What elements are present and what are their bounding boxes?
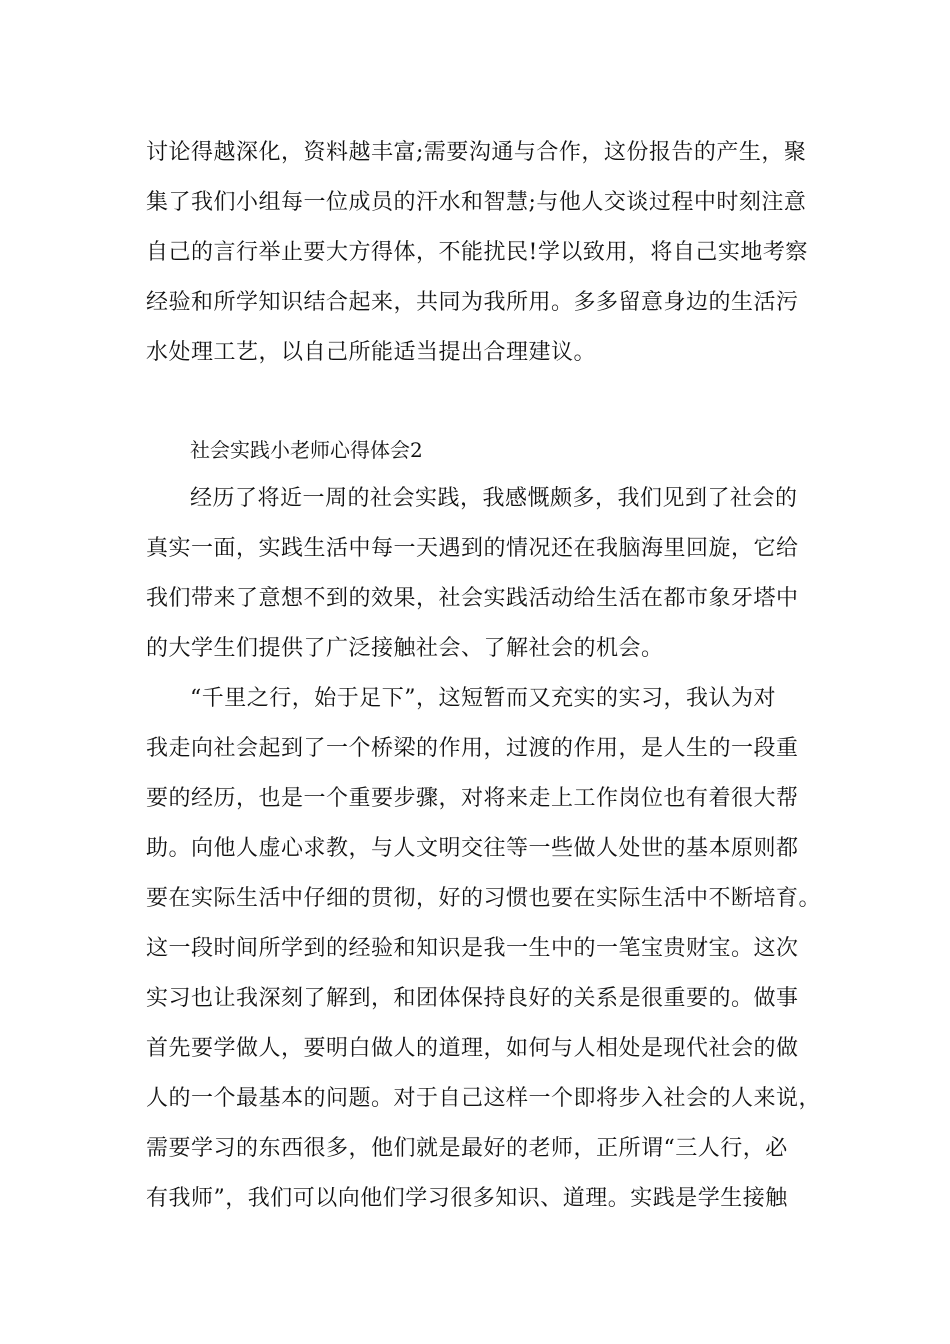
text-line: 助。向他人虚心求教，与人文明交往等一些做人处世的基本原则都: [146, 836, 799, 861]
text-line: 集了我们小组每一位成员的汗水和智慧;与他人交谈过程中时刻注意: [146, 190, 807, 215]
text-line: 讨论得越深化，资料越丰富;需要沟通与合作，这份报告的产生，聚: [146, 140, 807, 165]
text-line: “千里之行，始于足下”，这短暂而又充实的实习，我认为对: [190, 686, 776, 711]
text-line: 我走向社会起到了一个桥梁的作用，过渡的作用，是人生的一段重: [146, 736, 799, 761]
text-line: 我们带来了意想不到的效果，社会实践活动给生活在都市象牙塔中: [146, 586, 799, 611]
text-line: 人的一个最基本的问题。对于自己这样一个即将步入社会的人来说，: [146, 1086, 822, 1111]
text-line: 有我师”，我们可以向他们学习很多知识、道理。实践是学生接触: [146, 1186, 788, 1211]
text-line: 水处理工艺，以自己所能适当提出合理建议。: [146, 340, 597, 365]
text-line: 要在实际生活中仔细的贯彻，好的习惯也要在实际生活中不断培育。: [146, 886, 822, 911]
text-line: 经历了将近一周的社会实践，我感慨颇多，我们见到了社会的: [190, 486, 798, 511]
text-line: 经验和所学知识结合起来，共同为我所用。多多留意身边的生活污: [146, 290, 799, 315]
text-line: 要的经历，也是一个重要步骤，对将来走上工作岗位也有着很大帮: [146, 786, 799, 811]
section-heading: 社会实践小老师心得体会2: [190, 438, 423, 462]
text-line: 真实一面，实践生活中每一天遇到的情况还在我脑海里回旋，它给: [146, 536, 799, 561]
text-line: 需要学习的东西很多，他们就是最好的老师，正所谓“三人行，必: [146, 1136, 788, 1161]
text-line: 首先要学做人，要明白做人的道理，如何与人相处是现代社会的做: [146, 1036, 799, 1061]
text-line: 实习也让我深刻了解到，和团体保持良好的关系是很重要的。做事: [146, 986, 799, 1011]
text-line: 的大学生们提供了广泛接触社会、了解社会的机会。: [146, 636, 664, 661]
text-line: 这一段时间所学到的经验和知识是我一生中的一笔宝贵财宝。这次: [146, 936, 799, 961]
text-line: 自己的言行举止要大方得体，不能扰民!学以致用，将自己实地考察: [146, 240, 808, 265]
